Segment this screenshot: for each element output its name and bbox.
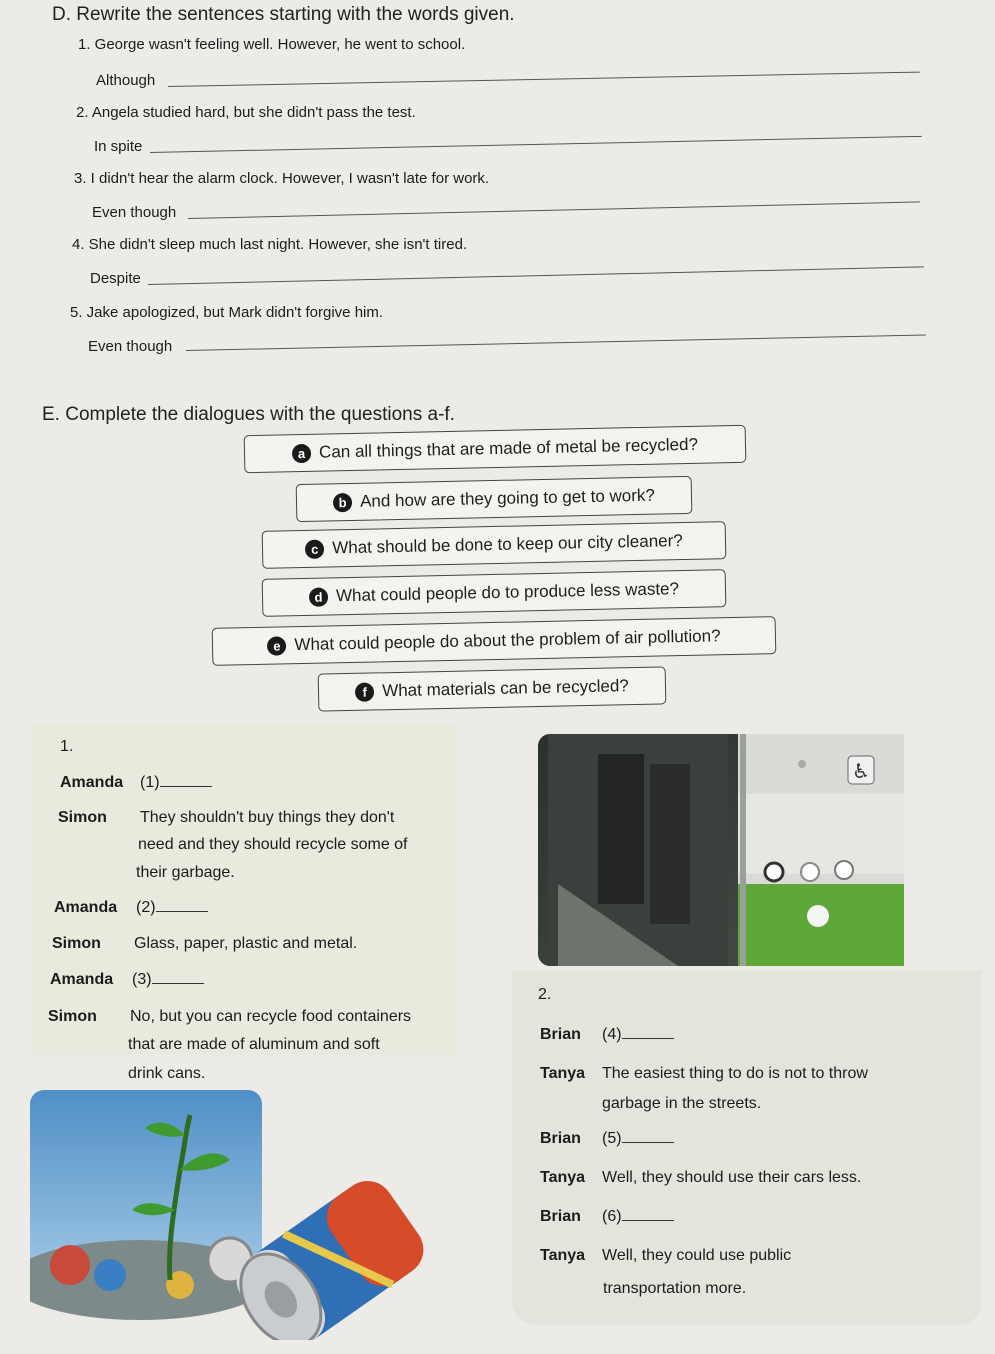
speaker: Amanda bbox=[60, 774, 124, 791]
line-text: No, but you can recycle food containers bbox=[130, 1008, 412, 1025]
blank-number: (5) bbox=[602, 1130, 622, 1147]
svg-text:♿: ♿ bbox=[852, 759, 870, 783]
option-f bbox=[318, 666, 667, 711]
answer-blank-1[interactable] bbox=[160, 785, 212, 787]
dialogue-line-cont: garbage in the streets. bbox=[602, 1095, 762, 1112]
dialogue-2-number: 2. bbox=[538, 986, 552, 1003]
answer-blank-3[interactable] bbox=[152, 982, 204, 984]
speaker: Amanda bbox=[54, 899, 118, 916]
speaker: Simon bbox=[48, 1008, 97, 1025]
speaker: Amanda bbox=[50, 971, 114, 988]
d-item-4-lead: Despite bbox=[90, 270, 141, 287]
line-text: Well, they could use public bbox=[602, 1247, 792, 1264]
option-letter-badge: a bbox=[292, 443, 311, 462]
dialogue-line bbox=[540, 1208, 674, 1226]
dialogue-line bbox=[50, 971, 204, 989]
option-b bbox=[296, 476, 693, 522]
line-text: The easiest thing to do is not to throw bbox=[602, 1065, 868, 1082]
blank-number: (4) bbox=[602, 1026, 622, 1043]
d-item-4-prompt: 4. She didn't sleep much last night. However, she isn't tired. bbox=[72, 236, 468, 253]
blank-number: (1) bbox=[140, 774, 160, 791]
dialogue-line bbox=[540, 1065, 868, 1083]
dialogue-line bbox=[54, 899, 208, 917]
speaker: Brian bbox=[540, 1130, 581, 1147]
d-item-3-answer-line[interactable] bbox=[188, 201, 920, 219]
dialogue-line bbox=[60, 774, 212, 792]
dialogue-line bbox=[58, 809, 394, 827]
line-text: They shouldn't buy things they don't bbox=[140, 809, 395, 826]
option-text: What could people do to produce less waste? bbox=[335, 579, 680, 606]
speaker: Tanya bbox=[540, 1065, 586, 1082]
dialogue-line bbox=[52, 935, 357, 953]
option-a bbox=[244, 425, 747, 474]
d-item-1-lead: Although bbox=[96, 72, 156, 89]
dialogue-line-cont: transportation more. bbox=[603, 1280, 747, 1297]
option-text: And how are they going to get to work? bbox=[359, 485, 656, 511]
speaker: Simon bbox=[52, 935, 101, 952]
option-e bbox=[212, 616, 777, 666]
option-text: Can all things that are made of metal be recycled? bbox=[318, 434, 699, 462]
answer-blank-6[interactable] bbox=[622, 1219, 674, 1221]
option-letter-badge: d bbox=[309, 587, 328, 606]
d-item-5-prompt: 5. Jake apologized, but Mark didn't forgive him. bbox=[70, 304, 384, 321]
answer-blank-5[interactable] bbox=[622, 1141, 674, 1143]
dialogue-line bbox=[540, 1130, 674, 1148]
d-item-3-lead: Even though bbox=[92, 204, 177, 221]
dialogue-line bbox=[540, 1026, 674, 1044]
dialogue-line-cont: their garbage. bbox=[136, 864, 235, 881]
d-item-2-answer-line[interactable] bbox=[150, 136, 922, 153]
d-item-3-prompt: 3. I didn't hear the alarm clock. However, I wasn't late for work. bbox=[74, 170, 490, 187]
dialogue-line-cont: that are made of aluminum and soft bbox=[128, 1036, 380, 1053]
line-text: Glass, paper, plastic and metal. bbox=[134, 935, 358, 952]
speaker: Tanya bbox=[540, 1247, 586, 1264]
d-item-5-lead: Even though bbox=[88, 338, 173, 355]
option-letter-badge: c bbox=[305, 539, 324, 558]
blank-number: (6) bbox=[602, 1208, 622, 1225]
speaker: Brian bbox=[540, 1208, 581, 1225]
section-e-title: E. Complete the dialogues with the questions a-f. bbox=[42, 404, 455, 425]
option-text: What materials can be recycled? bbox=[382, 676, 629, 701]
d-item-2-prompt: 2. Angela studied hard, but she didn't pass the test. bbox=[76, 104, 416, 121]
blank-number: (3) bbox=[132, 971, 152, 988]
answer-blank-2[interactable] bbox=[156, 910, 208, 912]
speaker: Simon bbox=[58, 809, 107, 826]
line-text: Well, they should use their cars less. bbox=[602, 1169, 862, 1186]
d-item-5-answer-line[interactable] bbox=[186, 335, 926, 351]
recycling-cans-photo bbox=[30, 1090, 470, 1340]
d-item-4-answer-line[interactable] bbox=[148, 266, 924, 285]
speaker: Tanya bbox=[540, 1169, 586, 1186]
dialogue-line bbox=[540, 1169, 861, 1187]
option-c bbox=[262, 521, 727, 569]
blank-number: (2) bbox=[136, 899, 156, 916]
bus-photo bbox=[538, 734, 904, 966]
answer-blank-4[interactable] bbox=[622, 1037, 674, 1039]
option-letter-badge: f bbox=[355, 682, 374, 701]
dialogue-line bbox=[48, 1008, 411, 1026]
option-letter-badge: e bbox=[267, 636, 286, 655]
section-d-title: D. Rewrite the sentences starting with the words given. bbox=[52, 4, 515, 25]
option-text: What could people do about the problem of air pollution? bbox=[294, 626, 721, 655]
option-letter-badge: b bbox=[333, 492, 352, 511]
option-text: What should be done to keep our city cleaner? bbox=[332, 531, 683, 558]
option-d bbox=[262, 569, 727, 617]
d-item-1-prompt: 1. George wasn't feeling well. However, he went to school. bbox=[78, 36, 466, 53]
dialogue-1-number: 1. bbox=[60, 738, 74, 755]
d-item-2-lead: In spite bbox=[94, 138, 143, 155]
speaker: Brian bbox=[540, 1026, 581, 1043]
dialogue-line bbox=[540, 1247, 791, 1265]
dialogue-line-cont: need and they should recycle some of bbox=[138, 836, 408, 853]
d-item-1-answer-line[interactable] bbox=[168, 72, 920, 87]
dialogue-line-cont: drink cans. bbox=[128, 1065, 206, 1082]
